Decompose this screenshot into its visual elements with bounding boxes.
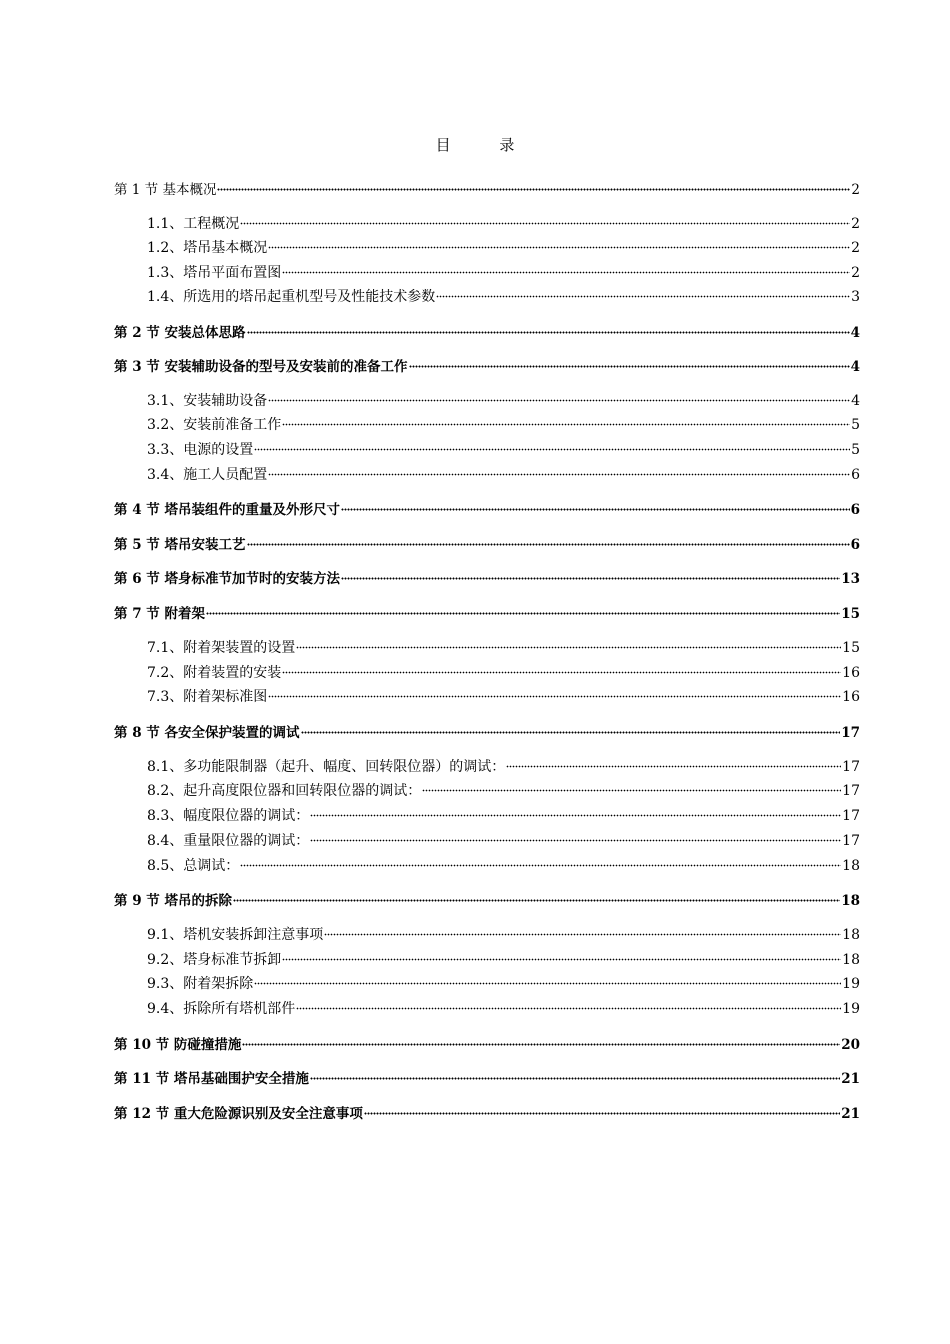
toc-entry-label: 第 3 节 安装辅助设备的型号及安装前的准备工作 — [114, 359, 408, 375]
toc-entry-7-3[interactable] — [147, 687, 860, 707]
toc-entry-page: 17 — [842, 833, 860, 849]
toc-entry-label: 7.2、附着装置的安装 — [147, 665, 282, 681]
toc-entry-page: 19 — [842, 976, 860, 992]
toc-entry-page: 5 — [851, 417, 860, 433]
dot-leader — [310, 811, 841, 817]
toc-entry-section-8[interactable] — [114, 723, 860, 743]
dot-leader — [341, 505, 850, 511]
toc-entry-section-7[interactable] — [114, 604, 860, 624]
toc-entry-page: 13 — [841, 571, 860, 587]
toc-entry-page: 18 — [842, 858, 860, 874]
toc-entry-label: 7.3、附着架标准图 — [147, 689, 268, 705]
toc-entry-label: 8.4、重量限位器的调试： — [147, 833, 310, 849]
toc-entry-section-2[interactable] — [114, 323, 860, 343]
toc-entry-3-3[interactable] — [147, 440, 860, 460]
toc-entry-page: 4 — [850, 359, 860, 375]
toc-entry-label: 3.1、安装辅助设备 — [147, 393, 268, 409]
dot-leader — [282, 420, 850, 426]
toc-entry-page: 15 — [842, 640, 860, 656]
toc-entry-section-9[interactable] — [114, 891, 860, 911]
toc-entry-page: 2 — [851, 182, 860, 198]
toc-entry-label: 9.1、塔机安装拆卸注意事项 — [147, 927, 324, 943]
toc-entry-page: 6 — [850, 502, 860, 518]
toc-entry-1-3[interactable] — [147, 263, 860, 283]
toc-entry-7-2[interactable] — [147, 663, 860, 683]
toc-entry-page: 2 — [851, 216, 860, 232]
dot-leader — [296, 1004, 841, 1010]
toc-entry-page: 15 — [841, 606, 860, 622]
dot-leader — [296, 643, 841, 649]
toc-entry-label: 3.3、电源的设置 — [147, 442, 254, 458]
toc-entry-1-4[interactable] — [147, 287, 860, 307]
toc-entry-label: 9.2、塔身标准节拆卸 — [147, 952, 282, 968]
toc-entry-label: 8.3、幅度限位器的调试： — [147, 808, 310, 824]
toc-entry-label: 第 11 节 塔吊基础围护安全措施 — [114, 1071, 309, 1087]
dot-leader — [247, 328, 850, 334]
toc-entry-label: 9.3、附着架拆除 — [147, 976, 254, 992]
toc-entry-8-1[interactable] — [147, 757, 860, 777]
toc-entry-label: 第 1 节 基本概况 — [114, 182, 217, 198]
dot-leader — [233, 896, 840, 902]
toc-entry-8-4[interactable] — [147, 831, 860, 851]
toc-entry-9-2[interactable] — [147, 950, 860, 970]
toc-entry-page: 18 — [842, 927, 860, 943]
dot-leader — [240, 861, 841, 867]
toc-entry-label: 1.4、所选用的塔吊起重机型号及性能技术参数 — [147, 289, 436, 305]
toc-entry-section-12[interactable] — [114, 1104, 860, 1124]
toc-entry-label: 第 5 节 塔吊安装工艺 — [114, 537, 246, 553]
toc-entry-page: 16 — [842, 689, 860, 705]
toc-entry-label: 第 9 节 塔吊的拆除 — [114, 893, 232, 909]
dot-leader — [268, 243, 850, 249]
toc-entry-page: 5 — [851, 442, 860, 458]
dot-leader — [247, 540, 850, 546]
dot-leader — [282, 668, 841, 674]
dot-leader — [254, 979, 841, 985]
toc-entry-page: 19 — [842, 1001, 860, 1017]
dot-leader — [310, 1074, 840, 1080]
dot-leader — [282, 955, 841, 961]
toc-entry-section-5[interactable] — [114, 535, 860, 555]
toc-entry-label: 第 7 节 附着架 — [114, 606, 205, 622]
dot-leader — [268, 470, 850, 476]
toc-entry-section-4[interactable] — [114, 500, 860, 520]
toc-entry-8-3[interactable] — [147, 806, 860, 826]
dot-leader — [254, 445, 850, 451]
toc-entry-page: 17 — [842, 759, 860, 775]
toc-entry-page: 2 — [851, 240, 860, 256]
toc-entry-label: 8.1、多功能限制器（起升、幅度、回转限位器）的调试： — [147, 759, 506, 775]
toc-entry-page: 21 — [841, 1071, 860, 1087]
toc-entry-label: 1.3、塔吊平面布置图 — [147, 265, 282, 281]
toc-entry-label: 7.1、附着架装置的设置 — [147, 640, 296, 656]
dot-leader — [324, 930, 841, 936]
toc-entry-label: 1.2、塔吊基本概况 — [147, 240, 268, 256]
dot-leader — [409, 362, 850, 368]
toc-entry-8-5[interactable] — [147, 856, 860, 876]
toc-entry-8-2[interactable] — [147, 781, 860, 801]
toc-entry-page: 2 — [851, 265, 860, 281]
toc-entry-label: 第 8 节 各安全保护装置的调试 — [114, 725, 300, 741]
toc-entry-7-1[interactable] — [147, 638, 860, 658]
toc-entry-1-1[interactable] — [147, 214, 860, 234]
dot-leader — [282, 268, 850, 274]
toc-entry-3-1[interactable] — [147, 391, 860, 411]
toc-entry-section-10[interactable] — [114, 1035, 860, 1055]
dot-leader — [364, 1109, 840, 1115]
toc-entry-label: 第 6 节 塔身标准节加节时的安装方法 — [114, 571, 340, 587]
toc-entry-3-2[interactable] — [147, 415, 860, 435]
dot-leader — [217, 185, 850, 191]
toc-entry-label: 8.5、总调试： — [147, 858, 240, 874]
dot-leader — [301, 728, 841, 734]
toc-entry-section-11[interactable] — [114, 1069, 860, 1089]
toc-entry-page: 6 — [850, 537, 860, 553]
dot-leader — [436, 292, 850, 298]
toc-entry-page: 17 — [841, 725, 860, 741]
dot-leader — [310, 836, 841, 842]
dot-leader — [206, 609, 840, 615]
toc-title: 目 录 — [435, 136, 537, 154]
dot-leader — [268, 692, 841, 698]
table-of-contents — [114, 0, 860, 1344]
dot-leader — [240, 219, 850, 225]
dot-leader — [422, 786, 841, 792]
toc-entry-page: 20 — [841, 1037, 860, 1053]
dot-leader — [242, 1040, 840, 1046]
toc-entry-page: 4 — [851, 393, 860, 409]
toc-entry-page: 21 — [841, 1106, 860, 1122]
toc-entry-3-4[interactable] — [147, 465, 860, 485]
toc-entry-label: 第 2 节 安装总体思路 — [114, 325, 246, 341]
toc-entry-page: 17 — [842, 783, 860, 799]
toc-entry-9-4[interactable] — [147, 999, 860, 1019]
toc-entry-label: 第 12 节 重大危险源识别及安全注意事项 — [114, 1106, 363, 1122]
dot-leader — [268, 396, 850, 402]
toc-entry-section-6[interactable] — [114, 569, 860, 589]
toc-entry-label: 3.2、安装前准备工作 — [147, 417, 282, 433]
toc-entry-label: 9.4、拆除所有塔机部件 — [147, 1001, 296, 1017]
toc-entry-9-1[interactable] — [147, 925, 860, 945]
toc-entry-page: 3 — [851, 289, 860, 305]
toc-entry-section-3[interactable] — [114, 357, 860, 377]
dot-leader — [341, 574, 840, 580]
toc-entry-page: 16 — [842, 665, 860, 681]
toc-entry-page: 17 — [842, 808, 860, 824]
toc-entry-page: 18 — [841, 893, 860, 909]
toc-entry-label: 8.2、起升高度限位器和回转限位器的调试： — [147, 783, 422, 799]
toc-entry-page: 18 — [842, 952, 860, 968]
toc-entry-section-1[interactable] — [114, 180, 860, 200]
toc-entry-1-2[interactable] — [147, 238, 860, 258]
toc-entry-page: 4 — [850, 325, 860, 341]
toc-entry-label: 1.1、工程概况 — [147, 216, 240, 232]
toc-entry-label: 第 4 节 塔吊装组件的重量及外形尺寸 — [114, 502, 340, 518]
dot-leader — [506, 762, 841, 768]
toc-entry-label: 第 10 节 防碰撞措施 — [114, 1037, 242, 1053]
toc-entry-9-3[interactable] — [147, 974, 860, 994]
toc-entry-page: 6 — [851, 467, 860, 483]
toc-entry-label: 3.4、施工人员配置 — [147, 467, 268, 483]
